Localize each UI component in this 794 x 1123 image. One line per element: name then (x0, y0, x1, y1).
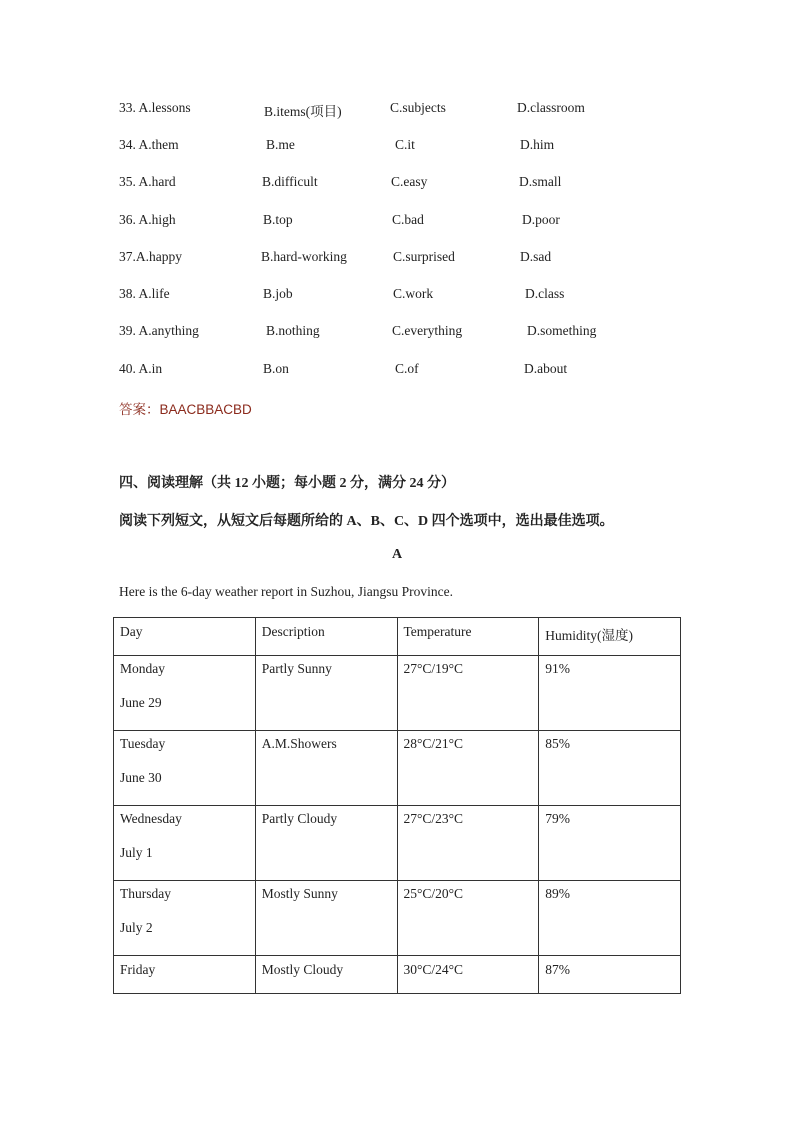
question-34 (0, 137, 794, 157)
option-b: B.job (263, 286, 293, 301)
table-header-row (114, 618, 681, 656)
cell-temperature: 27°C/23°C (397, 806, 539, 881)
cell-description: A.M.Showers (255, 731, 397, 806)
question-33 (0, 100, 794, 120)
day-date: July 2 (120, 920, 153, 935)
question-40 (0, 361, 794, 381)
question-39 (0, 323, 794, 343)
table-row (114, 881, 681, 956)
cell-temperature: 28°C/21°C (397, 731, 539, 806)
question-36 (0, 212, 794, 232)
section-instruction: 阅读下列短文，从短文后每题所给的 A、B、C、D 四个选项中，选出最佳选项。 (119, 514, 614, 529)
option-a: 34. A.them (119, 137, 179, 152)
day-name: Monday (120, 661, 165, 676)
option-b: B.nothing (266, 323, 320, 338)
cell-description: Partly Sunny (255, 656, 397, 731)
cell-humidity: 91% (539, 656, 681, 731)
answer-key: 答案：BAACBBACBD (119, 402, 252, 417)
option-b: B.hard-working (261, 249, 347, 264)
option-d: D.poor (522, 212, 560, 227)
day-date: July 1 (120, 845, 153, 860)
passage-label: A (391, 547, 403, 562)
option-c: C.of (395, 361, 419, 376)
day-date: June 29 (120, 695, 162, 710)
option-a: 37.A.happy (119, 249, 182, 264)
option-c: C.everything (392, 323, 463, 338)
header-humidity: Humidity(湿度) (539, 618, 681, 656)
option-b: B.items(项目) (264, 104, 342, 119)
day-name: Wednesday (120, 811, 182, 826)
section-heading: 四、阅读理解（共 12 小题；每小题 2 分，满分 24 分） (119, 476, 455, 491)
cell-humidity: 85% (539, 731, 681, 806)
option-a: 40. A.in (119, 361, 163, 376)
cell-day: Friday (114, 956, 256, 994)
table-row (114, 956, 681, 994)
option-b: B.on (263, 361, 289, 376)
option-a: 35. A.hard (119, 174, 176, 189)
passage-intro: Here is the 6-day weather report in Suzhou, Jiangsu Province. (119, 584, 454, 599)
option-c: C.it (395, 137, 415, 152)
cell-description: Mostly Cloudy (255, 956, 397, 994)
cell-day (114, 806, 256, 881)
option-c: C.work (393, 286, 434, 301)
cell-temperature: 27°C/19°C (397, 656, 539, 731)
option-d: D.sad (520, 249, 552, 264)
day-date: June 30 (120, 770, 162, 785)
day-name: Tuesday (120, 736, 166, 751)
day-name: Thursday (120, 886, 171, 901)
table-row (114, 731, 681, 806)
option-c: C.easy (391, 174, 428, 189)
weather-table (113, 617, 681, 994)
option-b: B.me (266, 137, 295, 152)
option-a: 39. A.anything (119, 323, 199, 338)
option-d: D.class (525, 286, 565, 301)
cell-day (114, 731, 256, 806)
option-d: D.classroom (517, 100, 585, 115)
option-d: D.about (524, 361, 568, 376)
option-c: C.surprised (393, 249, 455, 264)
question-37 (0, 249, 794, 269)
option-a: 36. A.high (119, 212, 176, 227)
option-d: D.something (527, 323, 597, 338)
option-b: B.top (263, 212, 293, 227)
cell-temperature: 30°C/24°C (397, 956, 539, 994)
cell-humidity: 79% (539, 806, 681, 881)
option-a: 33. A.lessons (119, 100, 191, 115)
option-b: B.difficult (262, 174, 318, 189)
option-c: C.bad (392, 212, 424, 227)
cell-description: Mostly Sunny (255, 881, 397, 956)
option-c: C.subjects (390, 100, 446, 115)
cell-description: Partly Cloudy (255, 806, 397, 881)
header-description: Description (255, 618, 397, 656)
cell-day (114, 656, 256, 731)
cell-day (114, 881, 256, 956)
header-temperature: Temperature (397, 618, 539, 656)
cell-humidity: 89% (539, 881, 681, 956)
question-35 (0, 174, 794, 194)
option-d: D.him (520, 137, 555, 152)
table-row (114, 656, 681, 731)
table-row (114, 806, 681, 881)
cell-humidity: 87% (539, 956, 681, 994)
header-day: Day (114, 618, 256, 656)
option-a: 38. A.life (119, 286, 170, 301)
option-d: D.small (519, 174, 562, 189)
question-38 (0, 286, 794, 306)
cell-temperature: 25°C/20°C (397, 881, 539, 956)
